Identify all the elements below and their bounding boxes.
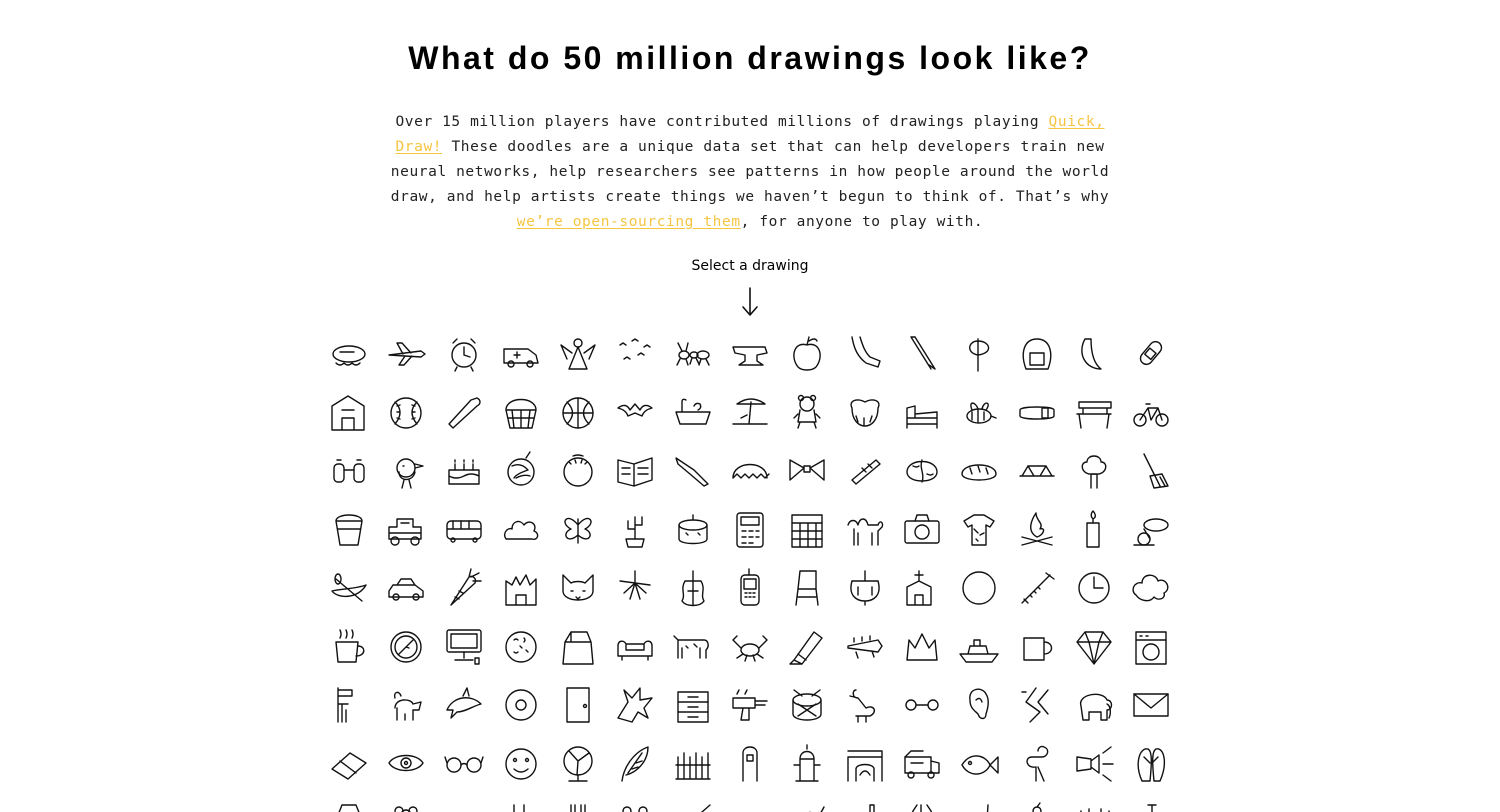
drawing-animal-migration[interactable] xyxy=(611,330,659,378)
fork-icon xyxy=(557,801,599,812)
drawing-alarm-clock[interactable] xyxy=(440,330,488,378)
drawing-blackberry[interactable] xyxy=(497,447,545,495)
bowtie-icon xyxy=(786,450,828,492)
drawing-frying-pan[interactable] xyxy=(669,798,717,812)
angel-icon xyxy=(557,333,599,375)
candle-icon xyxy=(1073,509,1115,551)
drawing-bat[interactable] xyxy=(611,389,659,437)
drawing-eye[interactable] xyxy=(382,740,430,788)
cookie-icon xyxy=(500,626,542,668)
birthday-cake-icon xyxy=(443,450,485,492)
chandelier-icon xyxy=(844,567,886,609)
camel-icon xyxy=(844,509,886,551)
face-icon xyxy=(500,743,542,785)
broom-icon xyxy=(1130,450,1172,492)
beach-icon xyxy=(729,392,771,434)
drawing-axe[interactable] xyxy=(955,330,1003,378)
bridge-icon xyxy=(1016,450,1058,492)
carrot-icon xyxy=(443,567,485,609)
drawing-arm[interactable] xyxy=(841,330,889,378)
drawing-broom[interactable] xyxy=(1127,447,1175,495)
drawing-eraser[interactable] xyxy=(325,740,373,788)
drawing-crab[interactable] xyxy=(726,623,774,671)
bucket-icon xyxy=(328,509,370,551)
drawing-envelope[interactable] xyxy=(1127,681,1175,729)
bracelet-icon xyxy=(844,450,886,492)
crocodile-icon xyxy=(844,626,886,668)
drawing-diving-board[interactable] xyxy=(325,681,373,729)
crayon-icon xyxy=(786,626,828,668)
drums-icon xyxy=(786,684,828,726)
drawing-fork[interactable] xyxy=(554,798,602,812)
drawing-bee[interactable] xyxy=(955,389,1003,437)
fire-hydrant-icon xyxy=(786,743,828,785)
drawing-crocodile[interactable] xyxy=(841,623,889,671)
car-icon xyxy=(385,567,427,609)
bush-icon xyxy=(500,509,542,551)
drawing-bread[interactable] xyxy=(955,447,1003,495)
bird-icon xyxy=(385,450,427,492)
clarinet-icon xyxy=(1016,567,1058,609)
basketball-icon xyxy=(557,392,599,434)
intro-text-3: , for anyone to play with. xyxy=(740,214,984,230)
drawing-boomerang[interactable] xyxy=(669,447,717,495)
drawing-clarinet[interactable] xyxy=(1013,564,1061,612)
drawing-grass[interactable] xyxy=(1070,798,1118,812)
drawing-bus[interactable] xyxy=(440,506,488,554)
drawing-cloud[interactable] xyxy=(1127,564,1175,612)
drawing-door[interactable] xyxy=(554,681,602,729)
drawing-binoculars[interactable] xyxy=(325,447,373,495)
drawing-fire-hydrant[interactable] xyxy=(783,740,831,788)
drawing-banana[interactable] xyxy=(1070,330,1118,378)
bat-icon xyxy=(614,392,656,434)
drawing-finger[interactable] xyxy=(726,740,774,788)
frog-icon xyxy=(614,801,656,812)
beard-icon xyxy=(844,392,886,434)
compass-icon xyxy=(385,626,427,668)
drawing-computer[interactable] xyxy=(440,623,488,671)
drawing-airplane[interactable] xyxy=(382,330,430,378)
floor-lamp-icon xyxy=(328,801,370,812)
ear-icon xyxy=(958,684,1000,726)
flamingo-icon xyxy=(1016,743,1058,785)
cactus-icon xyxy=(614,509,656,551)
book-icon xyxy=(614,450,656,492)
elbow-icon xyxy=(1016,684,1058,726)
drawing-cooler[interactable] xyxy=(554,623,602,671)
drawing-ant[interactable] xyxy=(669,330,717,378)
banana-icon xyxy=(1073,333,1115,375)
drawing-guitar[interactable] xyxy=(1127,798,1175,812)
intro-paragraph xyxy=(372,110,1128,235)
drawing-elbow[interactable] xyxy=(1013,681,1061,729)
drawing-calendar[interactable] xyxy=(783,506,831,554)
drawing-elephant[interactable] xyxy=(1070,681,1118,729)
drawing-cactus[interactable] xyxy=(611,506,659,554)
drawing-diamond[interactable] xyxy=(1070,623,1118,671)
drawing-beach[interactable] xyxy=(726,389,774,437)
drawing-barn[interactable] xyxy=(325,389,373,437)
drawing-grid xyxy=(325,330,1185,812)
cruise-ship-icon xyxy=(958,626,1000,668)
drawing-camouflage[interactable] xyxy=(955,506,1003,554)
cup-icon xyxy=(1016,626,1058,668)
calendar-icon xyxy=(786,509,828,551)
drawing-butterfly[interactable] xyxy=(554,506,602,554)
drawing-couch[interactable] xyxy=(611,623,659,671)
blackberry-icon xyxy=(500,450,542,492)
guitar-icon xyxy=(1130,801,1172,812)
drill-icon xyxy=(729,684,771,726)
frying-pan-icon xyxy=(672,801,714,812)
butterfly-icon xyxy=(557,509,599,551)
drawing-frog[interactable] xyxy=(611,798,659,812)
door-icon xyxy=(557,684,599,726)
drawing-goatee[interactable] xyxy=(898,798,946,812)
drawing-calculator[interactable] xyxy=(726,506,774,554)
drawing-bathtub[interactable] xyxy=(669,389,717,437)
drawing-bandage[interactable] xyxy=(1127,330,1175,378)
drawing-duck[interactable] xyxy=(841,681,889,729)
dog-icon xyxy=(385,684,427,726)
drawing-baseball-bat[interactable] xyxy=(440,389,488,437)
drawing-campfire[interactable] xyxy=(1013,506,1061,554)
axe-icon xyxy=(958,333,1000,375)
apple-icon xyxy=(786,333,828,375)
flashlight-icon xyxy=(1073,743,1115,785)
flying-saucer-icon xyxy=(443,801,485,812)
drawing-dog[interactable] xyxy=(382,681,430,729)
binoculars-icon xyxy=(328,450,370,492)
dumbbell-icon xyxy=(901,684,943,726)
intro-text-1: Over 15 million players have contributed millions of drawings playing xyxy=(395,114,1049,130)
cello-icon xyxy=(672,567,714,609)
airplane-icon xyxy=(385,333,427,375)
drawing-donut[interactable] xyxy=(497,681,545,729)
select-drawing-label: Select a drawing xyxy=(691,258,809,274)
garden-icon xyxy=(729,801,771,812)
drawing-canoe[interactable] xyxy=(325,564,373,612)
chair-icon xyxy=(786,567,828,609)
canoe-icon xyxy=(328,567,370,609)
drawing-flower[interactable] xyxy=(382,798,430,812)
couch-icon xyxy=(614,626,656,668)
drawing-chair[interactable] xyxy=(783,564,831,612)
drawing-backpack[interactable] xyxy=(1013,330,1061,378)
drawing-flip-flops[interactable] xyxy=(1127,740,1175,788)
drawing-angel[interactable] xyxy=(554,330,602,378)
golf-club-icon xyxy=(958,801,1000,812)
bus-icon xyxy=(443,509,485,551)
broccoli-icon xyxy=(1073,450,1115,492)
drawing-eyeglasses[interactable] xyxy=(440,740,488,788)
diving-board-icon xyxy=(328,684,370,726)
cake-icon xyxy=(672,509,714,551)
clock-icon xyxy=(1073,567,1115,609)
drawing-apple[interactable] xyxy=(783,330,831,378)
drawing-dolphin[interactable] xyxy=(440,681,488,729)
quickdraw-link[interactable]: Quick, Draw! xyxy=(395,114,1105,155)
drawing-drums[interactable] xyxy=(783,681,831,729)
backpack-icon xyxy=(1016,333,1058,375)
drawing-garden-hose[interactable] xyxy=(783,798,831,812)
ceiling-fan-icon xyxy=(614,567,656,609)
goatee-icon xyxy=(901,801,943,812)
page-title: What do 50 million drawings look like? xyxy=(408,40,1092,76)
drawing-candle[interactable] xyxy=(1070,506,1118,554)
drawing-foot[interactable] xyxy=(497,798,545,812)
drawing-aircraft-carrier[interactable] xyxy=(325,330,373,378)
drawing-church[interactable] xyxy=(898,564,946,612)
drawing-bracelet[interactable] xyxy=(841,447,889,495)
drawing-cake[interactable] xyxy=(669,506,717,554)
eraser-icon xyxy=(328,743,370,785)
drawing-asparagus[interactable] xyxy=(898,330,946,378)
diamond-icon xyxy=(1073,626,1115,668)
flower-icon xyxy=(385,801,427,812)
drawing-car[interactable] xyxy=(382,564,430,612)
computer-icon xyxy=(443,626,485,668)
drawing-cruise-ship[interactable] xyxy=(955,623,1003,671)
grass-icon xyxy=(1073,801,1115,812)
fence-icon xyxy=(672,743,714,785)
bread-icon xyxy=(958,450,1000,492)
boomerang-icon xyxy=(672,450,714,492)
fan-icon xyxy=(557,743,599,785)
drawing-carrot[interactable] xyxy=(440,564,488,612)
dishwasher-icon xyxy=(1130,626,1172,668)
down-arrow-icon xyxy=(739,286,761,318)
animal-migration-icon xyxy=(614,333,656,375)
eyeglasses-icon xyxy=(443,743,485,785)
ambulance-icon xyxy=(500,333,542,375)
drawing-fish[interactable] xyxy=(955,740,1003,788)
drawing-camel[interactable] xyxy=(841,506,889,554)
cooler-icon xyxy=(557,626,599,668)
aircraft-carrier-icon xyxy=(328,333,370,375)
alarm-clock-icon xyxy=(443,333,485,375)
drawing-giraffe[interactable] xyxy=(841,798,889,812)
drawing-ceiling-fan[interactable] xyxy=(611,564,659,612)
drawing-ambulance[interactable] xyxy=(497,330,545,378)
drawing-crown[interactable] xyxy=(898,623,946,671)
drawing-belt[interactable] xyxy=(1013,389,1061,437)
elephant-icon xyxy=(1073,684,1115,726)
drawing-coffee-cup[interactable] xyxy=(325,623,373,671)
drawing-firetruck[interactable] xyxy=(898,740,946,788)
drawing-camera[interactable] xyxy=(898,506,946,554)
camera-icon xyxy=(901,509,943,551)
bandage-icon xyxy=(1130,333,1172,375)
anvil-icon xyxy=(729,333,771,375)
drawing-dumbbell[interactable] xyxy=(898,681,946,729)
camouflage-icon xyxy=(958,509,1000,551)
cloud-icon xyxy=(1130,567,1172,609)
drawing-castle[interactable] xyxy=(497,564,545,612)
feather-icon xyxy=(614,743,656,785)
envelope-icon xyxy=(1130,684,1172,726)
drawing-book[interactable] xyxy=(611,447,659,495)
drawing-bench[interactable] xyxy=(1070,389,1118,437)
drawing-ear[interactable] xyxy=(955,681,1003,729)
drawing-dragon[interactable] xyxy=(611,681,659,729)
drawing-cello[interactable] xyxy=(669,564,717,612)
dragon-icon xyxy=(614,684,656,726)
drawing-bush[interactable] xyxy=(497,506,545,554)
bathtub-icon xyxy=(672,392,714,434)
drawing-bridge[interactable] xyxy=(1013,447,1061,495)
drawing-cookie[interactable] xyxy=(497,623,545,671)
drawing-flying-saucer[interactable] xyxy=(440,798,488,812)
bench-icon xyxy=(1073,392,1115,434)
blueberry-icon xyxy=(557,450,599,492)
drawing-cell-phone[interactable] xyxy=(726,564,774,612)
cell-phone-icon xyxy=(729,567,771,609)
drawing-flashlight[interactable] xyxy=(1070,740,1118,788)
asparagus-icon xyxy=(901,333,943,375)
bulldozer-icon xyxy=(385,509,427,551)
drawing-compass[interactable] xyxy=(382,623,430,671)
garden-hose-icon xyxy=(786,801,828,812)
castle-icon xyxy=(500,567,542,609)
drawing-bulldozer[interactable] xyxy=(382,506,430,554)
firetruck-icon xyxy=(901,743,943,785)
foot-icon xyxy=(500,801,542,812)
drawing-cup[interactable] xyxy=(1013,623,1061,671)
drawing-clock[interactable] xyxy=(1070,564,1118,612)
dresser-icon xyxy=(672,684,714,726)
drawing-bed[interactable] xyxy=(898,389,946,437)
fish-icon xyxy=(958,743,1000,785)
drawing-flamingo[interactable] xyxy=(1013,740,1061,788)
drawing-floor-lamp[interactable] xyxy=(325,798,373,812)
crown-icon xyxy=(901,626,943,668)
ant-icon xyxy=(672,333,714,375)
bear-icon xyxy=(786,392,828,434)
drawing-bear[interactable] xyxy=(783,389,831,437)
drawing-baseball[interactable] xyxy=(382,389,430,437)
drawing-anvil[interactable] xyxy=(726,330,774,378)
drawing-beard[interactable] xyxy=(841,389,889,437)
bottlecap-icon xyxy=(729,450,771,492)
campfire-icon xyxy=(1016,509,1058,551)
drawing-basketball[interactable] xyxy=(554,389,602,437)
drawing-bottlecap[interactable] xyxy=(726,447,774,495)
drawing-circle[interactable] xyxy=(955,564,1003,612)
drawing-dresser[interactable] xyxy=(669,681,717,729)
cow-icon xyxy=(672,626,714,668)
drawing-grapes[interactable] xyxy=(1013,798,1061,812)
cannon-icon xyxy=(1130,509,1172,551)
giraffe-icon xyxy=(844,801,886,812)
coffee-cup-icon xyxy=(328,626,370,668)
arm-icon xyxy=(844,333,886,375)
barn-icon xyxy=(328,392,370,434)
drawing-cat[interactable] xyxy=(554,564,602,612)
drawing-chandelier[interactable] xyxy=(841,564,889,612)
drawing-crayon[interactable] xyxy=(783,623,831,671)
drawing-dishwasher[interactable] xyxy=(1127,623,1175,671)
drawing-fan[interactable] xyxy=(554,740,602,788)
drawing-bowtie[interactable] xyxy=(783,447,831,495)
drawing-birthday-cake[interactable] xyxy=(440,447,488,495)
dolphin-icon xyxy=(443,684,485,726)
baseball-icon xyxy=(385,392,427,434)
drawing-bird[interactable] xyxy=(382,447,430,495)
flip-flops-icon xyxy=(1130,743,1172,785)
drawing-fence[interactable] xyxy=(669,740,717,788)
duck-icon xyxy=(844,684,886,726)
crab-icon xyxy=(729,626,771,668)
drawing-face[interactable] xyxy=(497,740,545,788)
calculator-icon xyxy=(729,509,771,551)
drawing-feather[interactable] xyxy=(611,740,659,788)
donut-icon xyxy=(500,684,542,726)
bed-icon xyxy=(901,392,943,434)
finger-icon xyxy=(729,743,771,785)
fireplace-icon xyxy=(844,743,886,785)
baseball-bat-icon xyxy=(443,392,485,434)
basket-icon xyxy=(500,392,542,434)
drawing-cow[interactable] xyxy=(669,623,717,671)
drawing-bucket[interactable] xyxy=(325,506,373,554)
drawing-blueberry[interactable] xyxy=(554,447,602,495)
grapes-icon xyxy=(1016,801,1058,812)
circle-icon xyxy=(958,567,1000,609)
bee-icon xyxy=(958,392,1000,434)
drawing-golf-club[interactable] xyxy=(955,798,1003,812)
intro-text-2: These doodles are a unique data set that can help developers train new neural networks, help researchers see patterns in how people around the world draw, and help artists create things we haven’t begun to think of. That’s why xyxy=(390,139,1110,205)
eye-icon xyxy=(385,743,427,785)
drawing-bicycle[interactable] xyxy=(1127,389,1175,437)
belt-icon xyxy=(1016,392,1058,434)
drawing-basket[interactable] xyxy=(497,389,545,437)
drawing-cannon[interactable] xyxy=(1127,506,1175,554)
open-source-link[interactable]: we’re open-sourcing them xyxy=(516,214,741,230)
drawing-broccoli[interactable] xyxy=(1070,447,1118,495)
cat-icon xyxy=(557,567,599,609)
bicycle-icon xyxy=(1130,392,1172,434)
drawing-fireplace[interactable] xyxy=(841,740,889,788)
drawing-brain[interactable] xyxy=(898,447,946,495)
drawing-garden[interactable] xyxy=(726,798,774,812)
drawing-drill[interactable] xyxy=(726,681,774,729)
church-icon xyxy=(901,567,943,609)
brain-icon xyxy=(901,450,943,492)
